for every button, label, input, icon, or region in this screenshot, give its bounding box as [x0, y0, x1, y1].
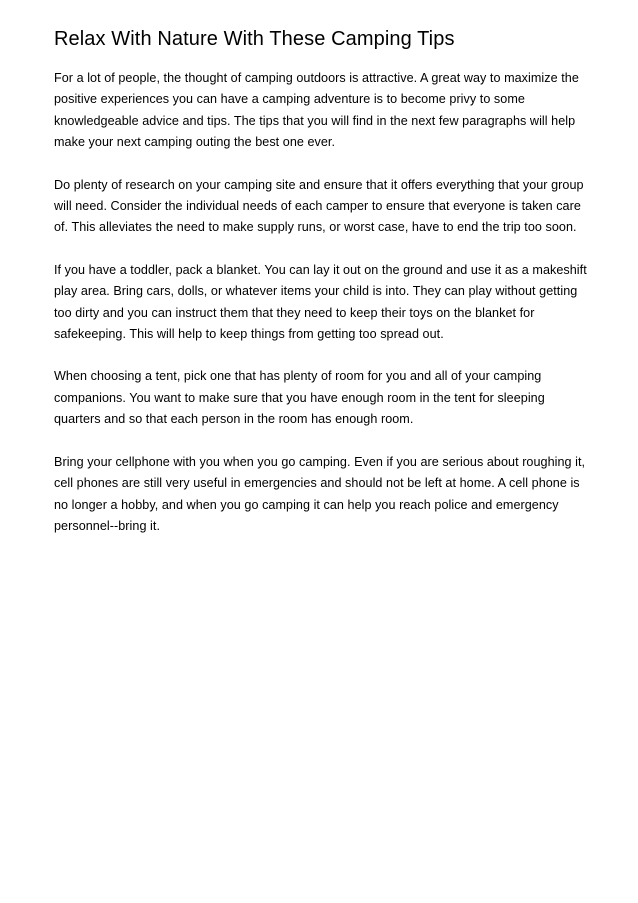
paragraph-1: For a lot of people, the thought of camping outdoors is attractive. A great way to maximize the positive experiences you can have a camping adventure is to become privy to some knowledgeable advice and tips. The tips that you will find in the next few paragraphs will help make your next camping outing the best one ever. [54, 71, 579, 150]
document-title: Relax With Nature With These Camping Tips [54, 28, 455, 50]
paragraph-5: Bring your cellphone with you when you go camping. Even if you are serious about roughing it, cell phones are still very useful in emergencies and should not be left at home. A cell phone is no longer a hobby, and when you go camping it can help you reach police and emergency personnel--bring it. [54, 454, 586, 533]
paragraph-3: If you have a toddler, pack a blanket. You can lay it out on the ground and use it as a makeshift play area. Bring cars, dolls, or whatever items your child is into. They can play without getting too dirty and you can instruct them that they need to keep their toys on the blanket for safekeeping. This will help to keep things from getting too spread out. [54, 262, 587, 342]
paragraph-2: Do plenty of research on your camping site and ensure that it offers everything that your group will need. Consider the individual needs of each camper to ensure that everyone is taken care of. This alleviates the need to make supply runs, or worst case, have to end the trip too soon. [54, 177, 584, 235]
paragraph-4: When choosing a tent, pick one that has plenty of room for you and all of your camping companions. You want to make sure that you have enough room in the tent for sleeping quarters and so that each person in the room has enough room. [54, 369, 545, 427]
document-page [54, 26, 588, 558]
